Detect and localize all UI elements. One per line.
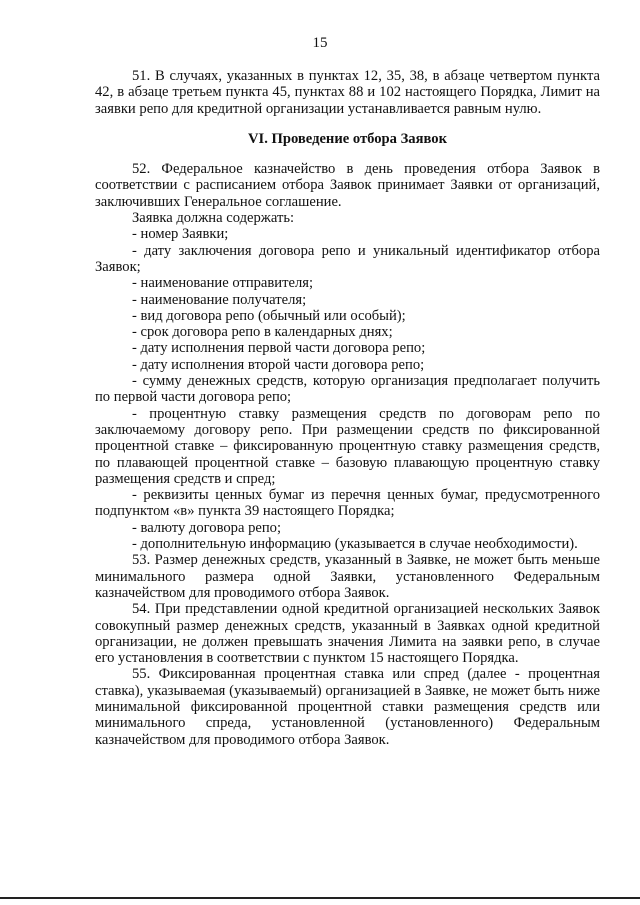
- section-heading: VI. Проведение отбора Заявок: [247, 130, 447, 147]
- scan-bottom-edge: [0, 897, 640, 899]
- paragraph-52: 52. Федеральное казначейство в день проведения отбора Заявок в соответствии с расписанием отбора Заявок принимает Заявки от организаций, заключивших Генеральное соглашение.: [95, 161, 600, 210]
- list-item: - срок договора репо в календарных днях;: [132, 324, 393, 341]
- list-item: - процентную ставку размещения средств по договорам репо по заключаемому договору репо. При размещении средств по фиксированной процентной ставке – фиксированную процентную ставку размещения средств, по плавающей процентной ставке – базовую плавающую процентную ставку размещения средств и спред;: [95, 405, 600, 487]
- paragraph-55: 55. Фиксированная процентная ставка или спред (далее - процентная ставка), указываемая (указываемый) организацией в Заявке, не может быть ниже минимальной фиксированной процентной ставки размещения средств или минимального спреда, установленной (установленного) Федеральным казначейством для проводимого отбора Заявок.: [95, 666, 600, 748]
- request-intro: Заявка должна содержать:: [132, 210, 295, 227]
- list-item: - наименование получателя;: [132, 291, 307, 308]
- paragraph-53: 53. Размер денежных средств, указанный в Заявке, не может быть меньше минимального размера одной Заявки, установленного Федеральным казначейством для проводимого отбора Заявок.: [95, 552, 600, 601]
- list-item: - дату заключения договора репо и уникальный идентификатор отбора Заявок;: [95, 242, 600, 275]
- page-number: 15: [312, 35, 328, 51]
- list-item: - дату исполнения второй части договора репо;: [132, 356, 425, 373]
- list-item: - номер Заявки;: [132, 226, 229, 243]
- list-item: - реквизиты ценных бумаг из перечня ценных бумаг, предусмотренного подпунктом «в» пункта 39 настоящего Порядка;: [95, 487, 600, 520]
- paragraph-54: 54. При представлении одной кредитной организацией нескольких Заявок совокупный размер денежных средств, указанный в Заявках одной кредитной организации, не должен превышать значения Лимита на заявки репо, в случае его установления в соответствии с пунктом 15 настоящего Порядка.: [95, 601, 600, 667]
- list-item: - сумму денежных средств, которую организация предполагает получить по первой части договора репо;: [95, 373, 600, 406]
- list-item: - валюту договора репо;: [132, 519, 282, 536]
- document-body: [95, 68, 600, 748]
- paragraph-51: 51. В случаях, указанных в пунктах 12, 35, 38, в абзаце четвертом пункта 42, в абзаце третьем пункта 45, пунктах 88 и 102 настоящего Порядка, Лимит на заявки репо для кредитной организации устанавливается равным нулю.: [95, 68, 600, 117]
- list-item: - вид договора репо (обычный или особый);: [132, 307, 406, 324]
- list-item: - наименование отправителя;: [132, 275, 314, 292]
- list-item: - дополнительную информацию (указывается в случае необходимости).: [132, 536, 578, 553]
- list-item: - дату исполнения первой части договора репо;: [132, 340, 426, 357]
